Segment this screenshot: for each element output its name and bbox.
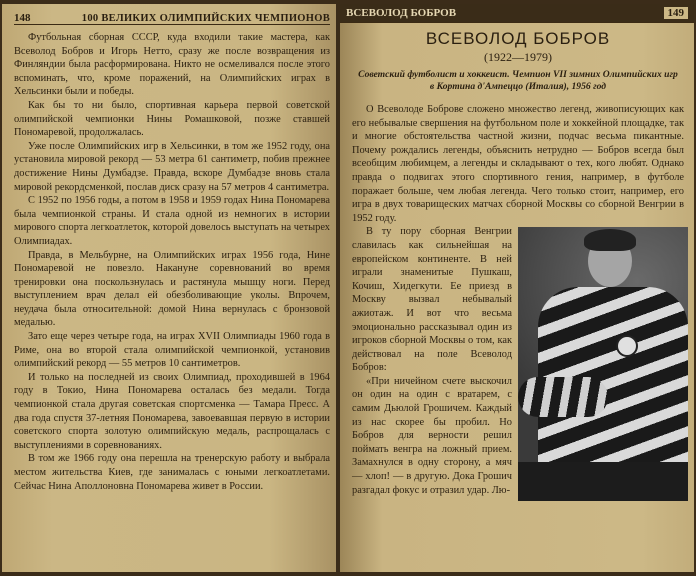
- left-paragraph-6: Зато еще через четыре года, на играх XVII Олимпиады 1960 года в Риме, она во второй стала олимпийской чемпионкой, установив олимпийский рекорд — 55 метров 10 сантиметров.: [14, 331, 330, 370]
- right-running-title: ВСЕВОЛОД БОБРОВ: [346, 7, 457, 19]
- chapter-title: ВСЕВОЛОД БОБРОВ: [425, 29, 611, 48]
- left-running-header: [14, 4, 330, 25]
- left-paragraph-2: Как бы то ни было, спортивная карьера первой советской олимпийской чемпионки Нины Ромашковой, позже ставшей Пономаревой, продолжалась.: [14, 99, 330, 139]
- bobrov-photo: [518, 227, 688, 501]
- left-paragraph-8: В том же 1966 году она перешла на тренерскую работу и выбрала местом жительства Киев, где занималась с юными легкоатлетами. Сейчас Нина Аполлоновна Пономарева живет в России.: [14, 453, 330, 492]
- left-paragraph-5: Правда, в Мельбурне, на Олимпийских играх 1956 года, Нине Пономаревой не повезло. Накануне соревнований во время тренировки она поскользнулась и растянула мышцу ноги. Перед выступлением врач делал ей обезболивающие уколы. Впрочем, неудача была относительной: домой Нина вернулась с бронзовой медалью.: [14, 249, 330, 329]
- left-running-title: 100 ВЕЛИКИХ ОЛИМПИЙСКИХ ЧЕМПИОНОВ: [81, 13, 330, 24]
- left-page-number: 148: [14, 12, 31, 24]
- left-paragraph-7: И только на последней из своих Олимпиад, проходившей в 1964 году в Токио, Нина Пономарева осталась без медали. Тогда чемпионкой стала другая советская спортсменка — Тамара Пресс. А два года спустя 37-летняя Пономарева, завоевавшая первую в истории советского спорта золотую олимпийскую медаль, распрощалась с выступлениями в соревнованиях.: [14, 371, 330, 451]
- left-paragraph-4: С 1952 по 1956 годы, а потом в 1958 и 1959 годах Нина Пономарева была чемпионкой страны. И стала одной из немногих в истории мирового спорта легкоатлеток, которой довелось выступать на четырех Олимпиадах.: [14, 195, 330, 247]
- right-paragraph-1: О Всеволоде Боброве сложено множество легенд, живописующих как его небывалые свершения на футбольном поле и хоккейной площадке, так и многие обстоятельства частной жизни, подчас весьма пикантные. Почему рождались легенды, объяснить нетрудно — Бобров всегда был всеобщим любимцем, а легенды и складывают о тех, кого любят. Однако правда о подвигах этого спортивного гения, например, в футболе поражает больше, чем любая легенда. Чего только стоит, например, его игра в двух товарищеских матчах сборной Москвы со сборной Венгрии в 1952 году.: [352, 104, 684, 224]
- left-paragraph-1: Футбольная сборная СССР, куда входили такие мастера, как Всеволод Бобров и Игорь Нетто, сразу же после возвращения из Финляндии была расформирована. Никто не осмеливался после этого вспоминать, что, кроме поражений, на Олимпийских играх в Хельсинки были и победы.: [14, 32, 330, 98]
- chapter-subtitle: Советский футболист и хоккеист. Чемпион VII зимних Олимпийских игр в Кортина д'Ампеццо (Италия), 1956 год: [358, 69, 678, 92]
- right-paragraph-3: «При ничейном счете выскочил он один на один с вратарем, с самим Дьюлой Грошичем. Каждый из нас скорее бы пробил. Но Бобров для верности решил поймать венгра на ложный прием. Замахнулся в одну сторону, а мяч — хлоп! — в другую. Дока Грошич разгадал фокус и отразил удар. Лю-: [352, 375, 512, 496]
- right-running-header: [340, 4, 694, 23]
- left-paragraph-3: Уже после Олимпийских игр в Хельсинки, в том же 1952 году, она установила мировой рекорд — 53 метра 61 сантиметр, побив прежнее достижение Нины Думбадзе. Правда, вскоре Думбадзе вновь стала мировой рекордсменкой, послав диск сразу на 57 метров 4 сантиметра.: [14, 140, 330, 193]
- left-page: [2, 4, 336, 572]
- right-paragraph-2: В ту пору сборная Венгрии славилась как сильнейшая на европейском континенте. В ней играли знаменитые Пушкаш, Кочиш, Хидегкути. Ее приезд в Москву вызвал небывалый ажиотаж. И вот что весьма эмоционально рассказывал один из игроков сборной Москвы о том, как действовал на поле Всеволод Бобров:: [352, 226, 512, 374]
- right-page: [340, 4, 694, 572]
- right-page-number: 149: [664, 7, 689, 19]
- chapter-years: (1922—1979): [484, 50, 552, 64]
